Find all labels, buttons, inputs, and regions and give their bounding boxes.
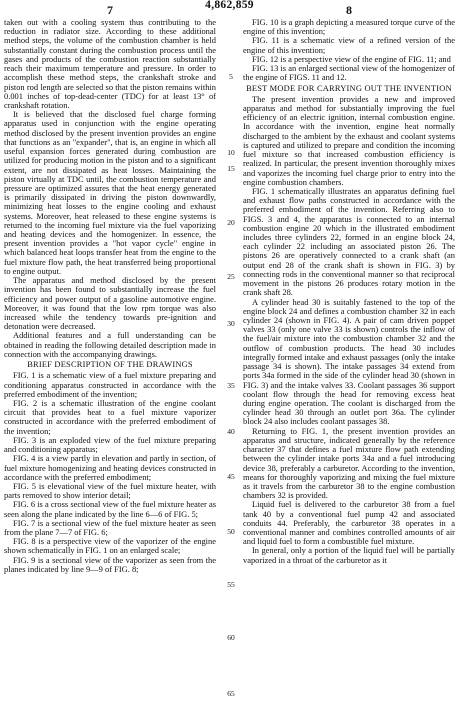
- paragraph: It is believed that the disclosed fuel charge forming apparatus used in conjunction with the engine operating method disclosed by the present invention provides an engine that functions as an "expander", that is, an engine in which all useful expansion forces generated during combustion are utilized for producing motion in the piston and to a significant extent, are not dissipated as heat losses. Maintaining the piston virtually at TDC until, the combustion temperature and pressure are optimized assures that the heat energy generated is primarily dissipated in driving the piston downwardly, minimizing heat losses to the engine cooling and exhaust systems. Moreover, heat released to these engine systems is returned to the incoming fuel mixture via the fuel vaporizing and heating devices and the homogenizer. In essence, the present invention provides a "hot vapor cycle" engine in which balanced heat loops transfer heat from the engine to the fuel mixture flow path, the heat transferred being proportional to engine output.: [4, 109, 216, 276]
- figure-description: FIG. 2 is a schematic illustration of the engine coolant circuit that provides heat to a fuel mixture vaporizer constructed in accordance with the preferred embodiment of the invention;: [4, 397, 216, 436]
- figure-description: FIG. 10 is a graph depicting a measured torque curve of the engine of this invention;: [243, 17, 455, 37]
- section-heading: BRIEF DESCRIPTION OF THE DRAWINGS: [27, 359, 193, 370]
- figure-description: FIG. 5 is elevational view of the fuel mixture heater, with parts removed to show interior detail;: [4, 480, 216, 501]
- figure-description: FIG. 6 is a cross sectional view of the fuel mixture heater as seen along the plane indicated by the line 6—6 of FIG. 5;: [4, 499, 216, 519]
- right-column: [243, 18, 455, 565]
- left-column: [4, 18, 216, 574]
- line-number: 10: [227, 148, 235, 157]
- paragraph: The present invention provides a new and improved apparatus and method for substantially improving the fuel efficiency of an electric ignition, internal combustion engine. In accordance with the invention, engine heat normally discharged to the ambient by the exhaust and coolant systems is captured and utilized to prepare and condition the incoming fuel mixture so that increased combustion efficiency is realized. In particular, the present invention thoroughly mixes and vaporizes the incoming fuel charge prior to entry into the engine combustion chambers.: [243, 93, 455, 187]
- line-number: 35: [227, 381, 235, 390]
- figure-description: FIG. 3 is an exploded view of the fuel mixture preparing and conditioning apparatus;: [4, 434, 216, 455]
- line-number: 50: [227, 527, 235, 536]
- line-number: 65: [227, 689, 235, 698]
- section-heading: BEST MODE FOR CARRYING OUT THE INVENTION: [246, 82, 452, 93]
- figure-description: FIG. 13 is an enlarged sectional view of the homogenizer of the engine of FIGS. 11 and 12.: [243, 63, 455, 83]
- figure-description: FIG. 12 is a perspective view of the engine of FIG. 11; and: [252, 53, 451, 64]
- figure-description: FIG. 9 is a sectional view of the vaporizer as seen from the planes indicated by line 9—9 of FIG. 8;: [4, 554, 216, 574]
- line-number: 25: [227, 272, 235, 281]
- line-number: 5: [229, 72, 233, 81]
- line-number: 60: [227, 633, 235, 642]
- patent-number: 4,862,859: [205, 0, 254, 11]
- paragraph: Returning to FIG. 1, the present invention provides an apparatus and structure, indicated generally by the reference character 37 that defines a fuel mixture flow path extending between the cylinder intake ports 34a and a fuel introducing device 38, preferably a carburetor. According to the invention, means for thoroughly vaporizing and mixing the fuel mixture as it travels from the carburetor 38 to the engine combustion chambers 32 is provided.: [243, 425, 455, 501]
- line-number: 45: [227, 472, 235, 481]
- paragraph: The apparatus and method disclosed by the present invention has been found to substantially increase the fuel efficiency and power output of a gasoline automotive engine. Moreover, it was found that the low rpm torque was also increased while the tendency towards pre-ignition and detonation were decreased.: [4, 275, 216, 332]
- line-number: 30: [227, 319, 235, 328]
- page-number-right: 8: [346, 3, 352, 17]
- figure-description: FIG. 4 is a view partly in elevation and partly in section, of fuel mixture homogenizing and heating devices constructed in accordance with the preferred embodiment;: [4, 453, 216, 482]
- paragraph: Additional features and a full understanding can be obtained in reading the following detailed description made in connection with the accompanying drawings.: [4, 330, 216, 359]
- figure-description: FIG. 8 is a perspective view of the vaporizer of the engine shown schematically in FIG. 1 on an enlarged scale;: [4, 536, 216, 556]
- figure-description: FIG. 11 is a schematic view of a refined version of the engine of this invention;: [243, 35, 455, 55]
- paragraph: FIG. 1 schematically illustrates an apparatus defining fuel and exhaust flow paths constructed in accordance with the preferred embodiment of the invention. Referring also to FIGS. 3 and 4, the apparatus is connected to an internal combustion engine 20 which in the illustrated embodiment includes three cylinders 22, formed in an engine block 24, each cylinder 22 including an associated piston 26. The pistons 26 are operatively connected to a crank shaft (an output end 28 of the crank shaft is shown in FIG. 3) by connecting rods in the conventional manner so that reciprocal movement in the pistons 26 produces rotary motion in the crank shaft 28.: [243, 185, 455, 298]
- figure-description: FIG. 1 is a schematic view of a fuel mixture preparing and conditioning apparatus constructed in accordance with the preferred embodiment of the invention;: [4, 370, 216, 399]
- paragraph: taken out with a cooling system thus contributing to the reduction in radiator size. According to these additional method steps, the volume of the combustion chamber is held substantially constant during the combustion process until the gases and products of the combustion reaction substantially reach their maximum temperature and pressure. In order to accomplish these method steps, the crankshaft stroke and piston rod length are selected so that the piston remains within 0.001 inches of top-dead-center (TDC) for at least 13° of crankshaft rotation.: [4, 17, 216, 110]
- line-number: 15: [227, 164, 235, 173]
- line-number: 20: [227, 218, 235, 227]
- line-number: 55: [227, 580, 235, 589]
- line-number: 40: [227, 427, 235, 436]
- figure-description: FIG. 7 is a sectional view of the fuel mixture heater as seen from the plane 7—7 of FIG. 6;: [4, 517, 216, 538]
- paragraph: Liquid fuel is delivered to the carburetor 38 from a fuel tank 40 by a conventional fuel pump 42 and associated conduits 44. Preferably, the carburetor 38 operates in a conventional manner and combines controlled amounts of air and liquid fuel to form a combustible fuel mixture.: [243, 499, 455, 547]
- page-number-left: 7: [107, 3, 113, 17]
- paragraph: A cylinder head 30 is suitably fastened to the top of the engine block 24 and defines a combustion chamber 32 in each cylinder 24 (shown in FIG. 4). A pair of cam driven poppet valves 33 (only one valve 33 is shown) controls the inflow of the fuel/air mixture into the combustion chamber 32 and the outflow of combustion products. The head 30 includes integrally formed intake and exhaust passages (only the intake passage 34 is shown). The intake passages 34 extend from ports 34a formed in the side of the cylinder head 30 (shown in FIG. 3) and the intake valves 33. Coolant passages 36 support coolant flow through the head for removing excess heat during engine operation. The coolant is discharged from the cylinder head 30 through an outlet port 36a. The cylinder block 24 also includes coolant passages 38.: [243, 296, 455, 427]
- paragraph: In general, only a portion of the liquid fuel will be partially vaporized in a throat of the carburetor as it: [243, 545, 455, 565]
